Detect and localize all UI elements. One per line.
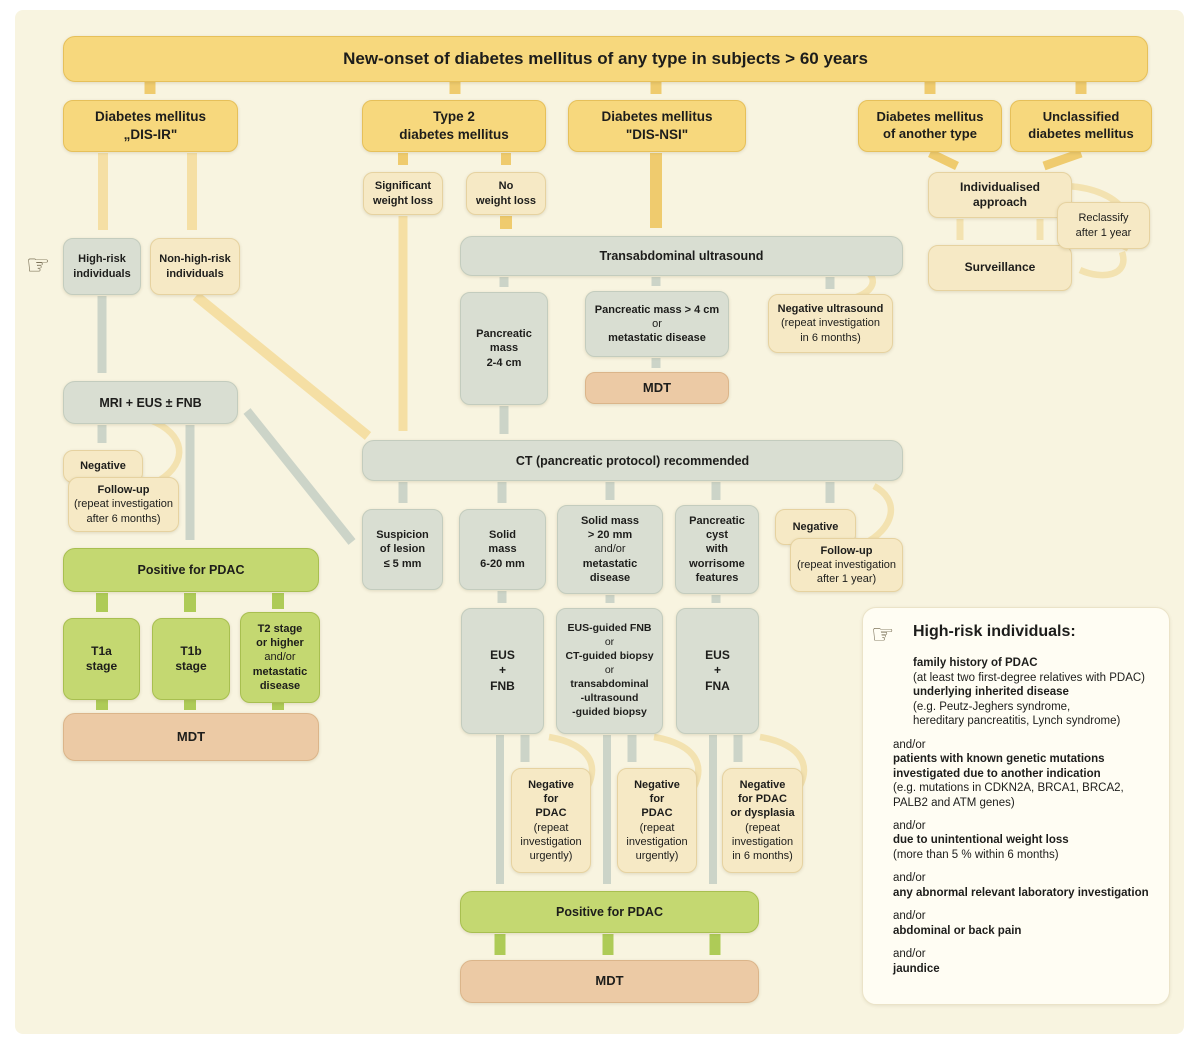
negative-text: Negative [792,520,839,533]
text-line: urgently) [529,849,573,862]
flow-arrow [862,486,891,545]
mdt-text: MDT [176,728,206,744]
text-line: and/or [893,820,926,832]
text-line: PALB2 and ATM genes) [893,796,1015,809]
text-line: Negative [634,779,680,792]
text-line: stage [85,659,118,673]
text-line: after 6 months) [86,512,161,525]
text-line: worrisome [689,557,745,570]
text-line: urgently) [635,849,679,862]
text-line: in 6 months) [732,849,793,862]
text-line: and/or [893,872,926,885]
node-diabetes-dis-ir [63,100,238,152]
text-line: Non-high-risk [159,253,231,266]
flow-arrow [247,411,352,542]
text-line: Individualised [959,179,1040,194]
text-line: mass [489,342,519,355]
text-line: Negative [739,779,786,792]
node-positive-pdac-left [63,548,319,592]
text-line: (repeat [533,821,569,834]
text-line: Follow-up [97,484,150,497]
text-line: diabetes mellitus [1028,126,1134,141]
node-pancreatic-mass-over-4cm [585,291,729,357]
node-t2-stage-or-higher [240,612,320,703]
text-line: (repeat [639,821,675,834]
text-line: or [604,636,615,649]
node-individualised-approach [928,172,1072,218]
text-line: PDAC [535,807,567,820]
text-line: disease [259,679,301,692]
text-line: with [706,543,728,556]
node-eus-ct-transabdominal-biopsy [556,608,663,734]
text-line: 6-20 mm [480,557,525,570]
node-type2-diabetes [362,100,546,152]
node-pancreatic-mass-2-4cm [460,292,548,405]
node-transabdominal-ultrasound [460,236,903,276]
text-line: or [604,664,615,677]
node-reclassify-after-1-year [1057,202,1150,249]
ct-text: CT (pancreatic protocol) recommended [515,453,750,468]
text-line: EUS [705,647,730,662]
text-line: (more than 5 % within 6 months) [893,848,1059,861]
text-line: any abnormal relevant laboratory investigation [893,886,1149,899]
node-high-risk-individuals [63,238,141,295]
node-negative-ultrasound [768,294,893,353]
node-t1b-stage [152,618,230,700]
text-line: + [498,663,506,678]
text-line: Pancreatic [689,515,745,528]
text-line: Significant [374,180,432,193]
mdt-text: MDT [642,379,672,395]
text-line: features [695,571,739,584]
flow-arrow [930,153,957,166]
text-line: metastatic [252,665,308,678]
text-line: metastatic [582,557,638,570]
text-line: family history of PDAC [913,657,1038,670]
node-diabetes-another-type [858,100,1002,152]
text-line: T1a [91,643,112,658]
node-mdt-left [63,713,319,761]
text-line: Solid mass [580,515,640,528]
pointing-hand-icon: ☞ [26,250,51,280]
text-line: No [498,180,514,193]
node-followup-6-months [68,477,179,532]
node-t1a-stage [63,618,140,700]
text-line: diabetes mellitus [399,127,509,142]
text-line: abdominal or back pain [893,924,1022,937]
text-line: or [652,317,662,330]
text-line: -guided biopsy [572,705,647,718]
node-negative-pdac-dysplasia [722,768,803,873]
text-line: transabdominal [570,677,649,690]
text-line: (e.g. Peutz-Jeghers syndrome, [913,700,1071,713]
node-eus-fnb [461,608,544,734]
text-line: EUS-guided FNB [567,622,652,635]
text-line: or higher [256,637,304,650]
text-line: Suspicion [376,529,429,542]
text-line: 2-4 cm [486,356,522,369]
text-line: EUS [490,647,515,662]
node-mdt-bottom [460,960,759,1003]
flow-arrow [1044,153,1081,166]
text-line: investigation [520,835,582,848]
text-line: Pancreatic [476,328,532,341]
text-line: Diabetes mellitus [94,109,207,125]
text-line: Reclassify [1078,212,1129,225]
text-line: ≤ 5 mm [383,557,422,570]
node-followup-1-year [790,538,903,592]
text-line: investigation [731,835,794,848]
high-risk-individuals-panel [862,607,1170,1005]
text-line: Negative [528,779,574,792]
text-line: stage [175,659,207,673]
text-line: T1b [180,643,202,658]
positive-pdac-text: Positive for PDAC [137,563,245,577]
text-line: weight loss [373,194,433,207]
text-line: Type 2 [433,109,475,125]
text-line: (repeat investigation [73,498,174,511]
text-line: individuals [73,267,131,280]
node-mri-eus-fnb [63,381,238,424]
title-text: New-onset of diabetes mellitus of any type in subjects > 60 years [343,48,868,68]
flow-arrow [1080,252,1123,275]
text-line: jaundice [893,962,940,975]
text-line: Pancreatic mass > 4 cm [594,303,720,316]
node-non-high-risk-individuals [150,238,240,295]
text-line: (at least two first-degree relatives with PDAC) [913,671,1145,684]
text-line: in 6 months) [800,331,861,344]
mdt-text: MDT [595,973,624,989]
text-line: weight loss [476,194,536,207]
surveillance-text: Surveillance [964,260,1036,275]
text-line: investigation [626,835,688,848]
text-line: after 1 year) [816,573,877,586]
text-line: + [713,663,721,678]
text-line: underlying inherited disease [913,686,1069,699]
text-line: High-risk [78,253,126,266]
text-line: of lesion [379,543,426,556]
text-line: due to unintentional weight loss [893,834,1069,847]
text-line: T2 stage [257,623,303,636]
text-line: for [649,793,665,806]
text-line: for PDAC [738,793,787,806]
text-line: metastatic disease [608,332,706,345]
text-line: cyst [705,529,729,542]
text-line: Negative ultrasound [777,303,884,316]
text-line: PDAC [641,807,673,820]
node-mdt-ultrasound [585,372,729,404]
text-line: and/or [893,910,926,923]
positive-pdac-text: Positive for PDAC [556,905,663,919]
text-line: and/or [594,543,626,556]
flow-arrow [150,420,179,480]
node-significant-weight-loss [363,172,443,215]
text-line: and/or [893,738,926,751]
text-line: Diabetes mellitus [876,109,984,125]
text-line: FNB [490,678,515,693]
text-line: hereditary pancreatitis, Lynch syndrome) [913,715,1121,728]
text-line: -ultrasound [580,691,639,704]
text-line: "DIS-NSI" [625,127,689,142]
text-line: of another type [883,126,977,141]
legend-body [893,656,1161,976]
node-positive-pdac-bottom [460,891,759,933]
legend-heading: High-risk individuals: [913,623,1076,640]
transabdominal-text: Transabdominal ultrasound [599,249,764,263]
node-solid-mass-6-20mm [459,509,546,590]
node-title [63,36,1148,82]
text-line: patients with known genetic mutations [893,753,1105,766]
text-line: and/or [893,948,926,961]
text-line: and/or [264,651,296,664]
text-line: (repeat investigation [780,317,881,330]
text-line: FNA [705,678,730,693]
text-line: investigated due to another indication [893,767,1101,780]
negative-text: Negative [80,460,126,473]
text-line: or dysplasia [730,807,795,820]
text-line: Diabetes mellitus [601,109,713,125]
text-line: disease [589,571,631,584]
text-line: „DIS-IR" [123,127,178,142]
text-line: (repeat investigation [796,558,897,571]
node-unclassified-diabetes [1010,100,1152,152]
node-negative-pdac-urgently-1 [511,768,591,873]
text-line: Unclassified [1042,109,1120,125]
text-line: after 1 year [1075,226,1132,239]
mri-text: MRI + EUS ± FNB [99,395,202,410]
text-line: mass [488,543,517,556]
text-line: (repeat [745,821,780,834]
text-line: (e.g. mutations in CDKN2A, BRCA1, BRCA2, [893,782,1124,795]
node-negative-pdac-urgently-2 [617,768,697,873]
node-ct-pancreatic-protocol [362,440,903,481]
text-line: CT-guided biopsy [565,650,654,663]
node-surveillance [928,245,1072,291]
node-solid-mass-over-20mm [557,505,663,594]
text-line: Solid [489,529,516,542]
node-eus-fna [676,608,759,734]
text-line: > 20 mm [587,529,633,542]
node-suspicion-lesion-5mm [362,509,443,590]
pointing-hand-icon: ☞ [871,619,895,649]
text-line: Follow-up [820,544,873,557]
text-line: for [543,793,559,806]
text-line: approach [972,195,1027,209]
node-diabetes-dis-nsi [568,100,746,152]
text-line: individuals [166,267,224,280]
node-no-weight-loss [466,172,546,215]
node-pancreatic-cyst-worrisome [675,505,759,594]
